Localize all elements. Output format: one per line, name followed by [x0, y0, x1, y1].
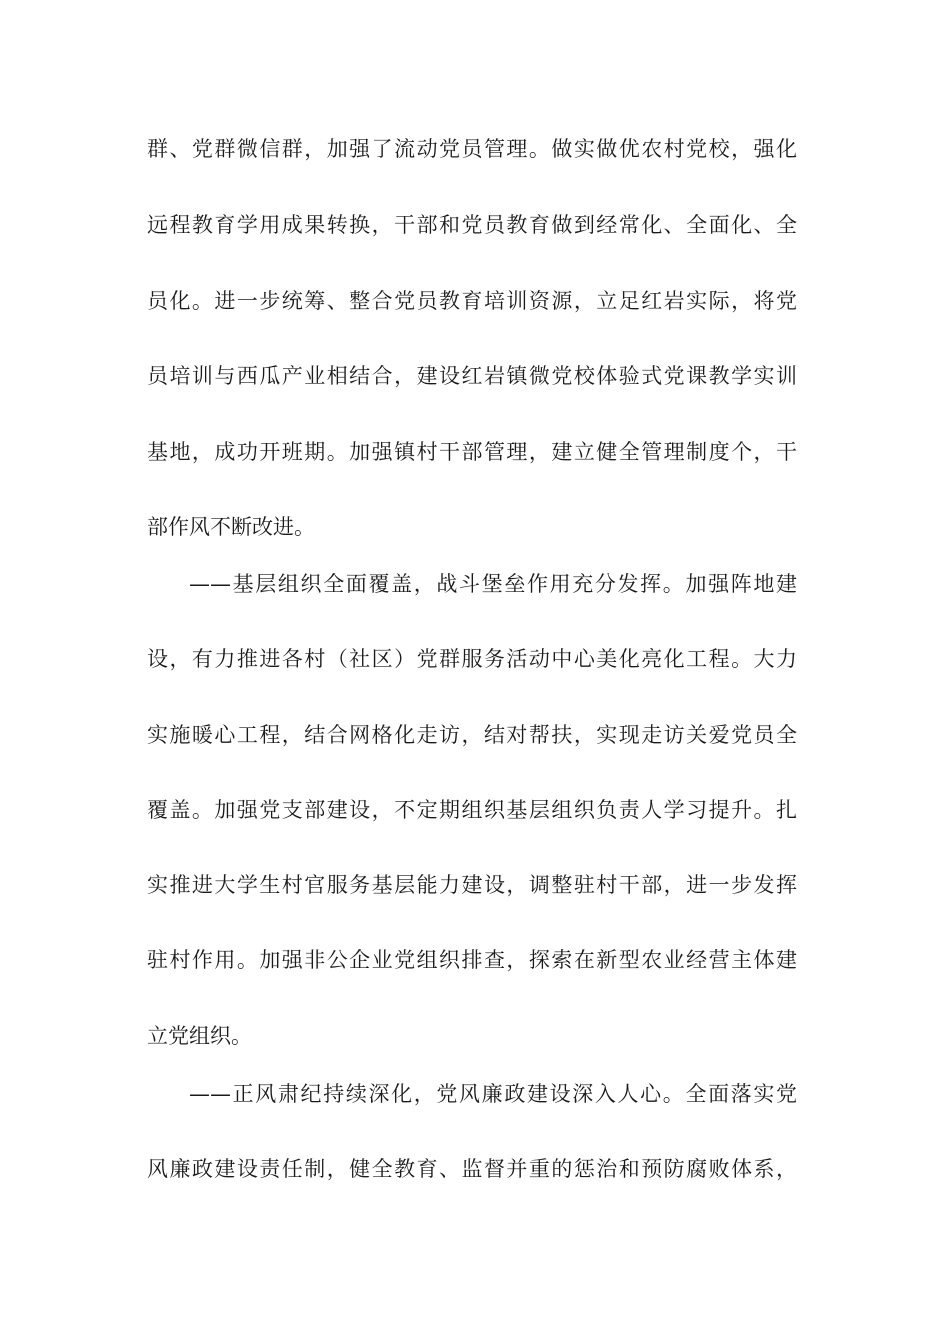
- paragraph-first-line: ——正风肃纪持续深化，党风廉政建设深入人心。全面落实党: [189, 1082, 797, 1106]
- text-line: 风廉政建设责任制，健全教育、监督并重的惩治和预防腐败体系，: [147, 1157, 797, 1181]
- text-line: 设，有力推进各村（社区）党群服务活动中心美化亮化工程。大力: [147, 647, 797, 671]
- text-line: 员化。进一步统筹、整合党员教育培训资源，立足红岩实际，将党: [147, 289, 797, 313]
- text-line: 员培训与西瓜产业相结合，建设红岩镇微党校体验式党课教学实训: [147, 364, 797, 388]
- text-line: 部作风不断改进。: [147, 515, 315, 539]
- text-line: 群、党群微信群，加强了流动党员管理。做实做优农村党校，强化: [147, 137, 797, 161]
- text-line: 远程教育学用成果转换，干部和党员教育做到经常化、全面化、全: [147, 213, 797, 237]
- text-line: 驻村作用。加强非公企业党组织排查，探索在新型农业经营主体建: [147, 948, 797, 972]
- text-line: 立党组织。: [147, 1024, 252, 1048]
- paragraph-first-line: ——基层组织全面覆盖，战斗堡垒作用充分发挥。加强阵地建: [189, 572, 797, 596]
- text-line: 基地，成功开班期。加强镇村干部管理，建立健全管理制度个，干: [147, 440, 797, 464]
- text-line: 覆盖。加强党支部建设，不定期组织基层组织负责人学习提升。扎: [147, 798, 797, 822]
- text-line: 实施暖心工程，结合网格化走访，结对帮扶，实现走访关爱党员全: [147, 723, 797, 747]
- text-line: 实推进大学生村官服务基层能力建设，调整驻村干部，进一步发挥: [147, 873, 797, 897]
